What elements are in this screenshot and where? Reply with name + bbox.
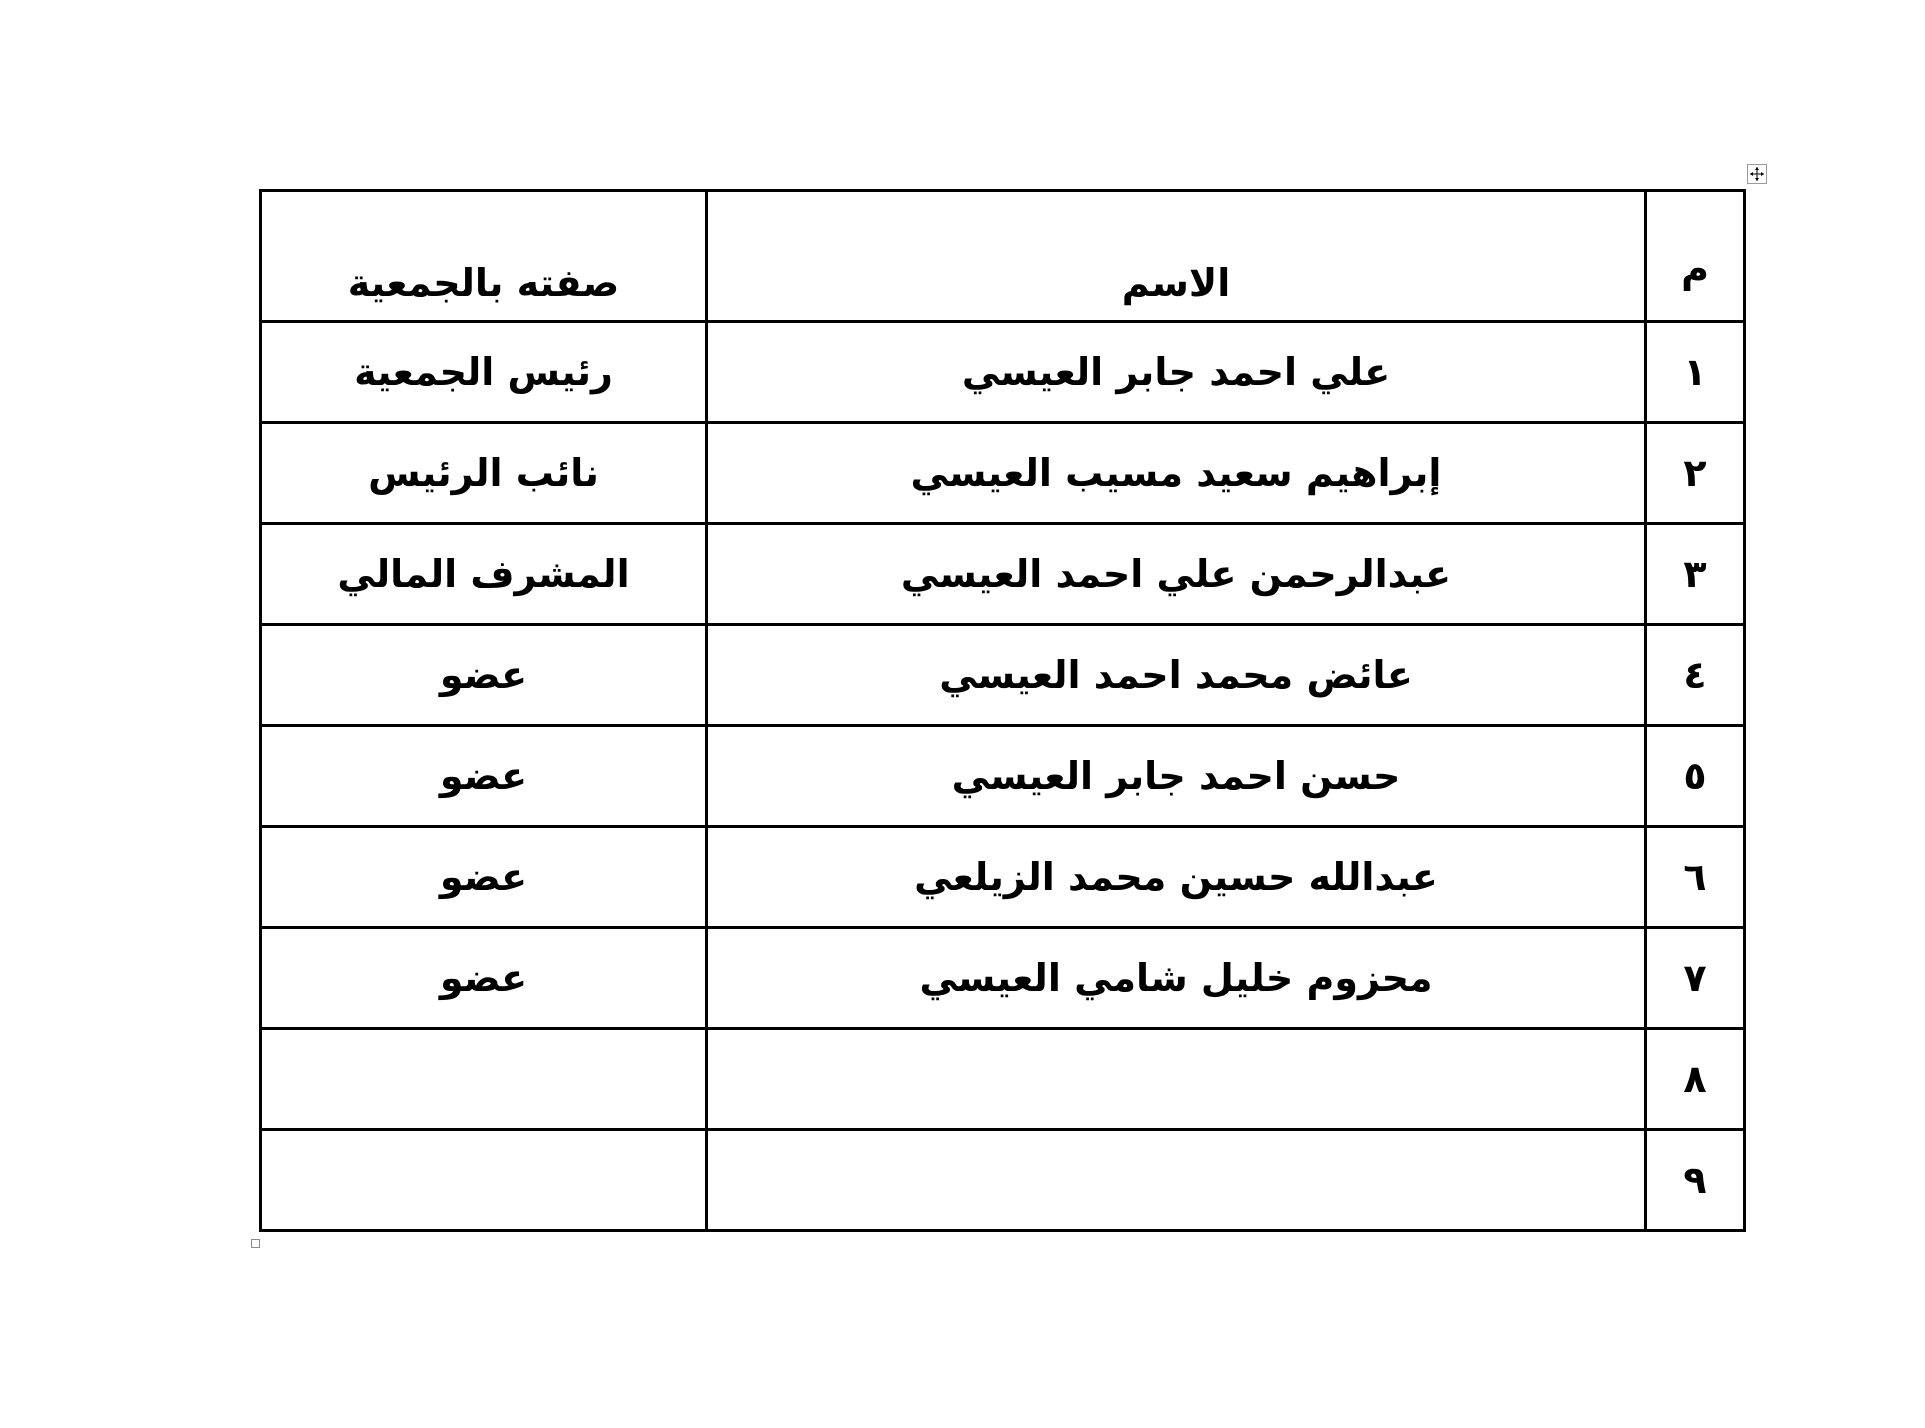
member-role: عضو bbox=[261, 827, 707, 928]
member-role bbox=[261, 1029, 707, 1130]
member-name: علي احمد جابر العيسي bbox=[707, 322, 1646, 423]
member-name bbox=[707, 1130, 1646, 1231]
member-name: إبراهيم سعيد مسيب العيسي bbox=[707, 423, 1646, 524]
table-move-handle[interactable] bbox=[1747, 164, 1767, 184]
table-resize-icon[interactable] bbox=[251, 1239, 260, 1248]
row-number: ٧ bbox=[1646, 928, 1745, 1029]
table-row bbox=[261, 524, 1745, 625]
member-role bbox=[261, 1130, 707, 1231]
member-role: عضو bbox=[261, 928, 707, 1029]
table-row bbox=[261, 1130, 1745, 1231]
member-name: عبدالله حسين محمد الزيلعي bbox=[707, 827, 1646, 928]
move-arrows-icon bbox=[1749, 166, 1765, 182]
member-name bbox=[707, 1029, 1646, 1130]
member-role: رئيس الجمعية bbox=[261, 322, 707, 423]
member-name: محزوم خليل شامي العيسي bbox=[707, 928, 1646, 1029]
row-number: ٦ bbox=[1646, 827, 1745, 928]
member-name: عبدالرحمن علي احمد العيسي bbox=[707, 524, 1646, 625]
member-role: المشرف المالي bbox=[261, 524, 707, 625]
member-name: حسن احمد جابر العيسي bbox=[707, 726, 1646, 827]
table-header-row bbox=[261, 191, 1745, 322]
table-row bbox=[261, 1029, 1745, 1130]
members-table bbox=[259, 189, 1746, 1232]
header-name: الاسم bbox=[707, 191, 1646, 322]
table-row bbox=[261, 423, 1745, 524]
member-role: عضو bbox=[261, 726, 707, 827]
header-number: م bbox=[1646, 191, 1745, 322]
row-number: ١ bbox=[1646, 322, 1745, 423]
row-number: ٥ bbox=[1646, 726, 1745, 827]
table-row bbox=[261, 322, 1745, 423]
member-name: عائض محمد احمد العيسي bbox=[707, 625, 1646, 726]
member-role: نائب الرئيس bbox=[261, 423, 707, 524]
table-row bbox=[261, 827, 1745, 928]
header-role: صفته بالجمعية bbox=[261, 191, 707, 322]
table-row bbox=[261, 625, 1745, 726]
row-number: ٩ bbox=[1646, 1130, 1745, 1231]
row-number: ٣ bbox=[1646, 524, 1745, 625]
row-number: ٤ bbox=[1646, 625, 1745, 726]
row-number: ٢ bbox=[1646, 423, 1745, 524]
member-role: عضو bbox=[261, 625, 707, 726]
row-number: ٨ bbox=[1646, 1029, 1745, 1130]
table-row bbox=[261, 726, 1745, 827]
table-row bbox=[261, 928, 1745, 1029]
